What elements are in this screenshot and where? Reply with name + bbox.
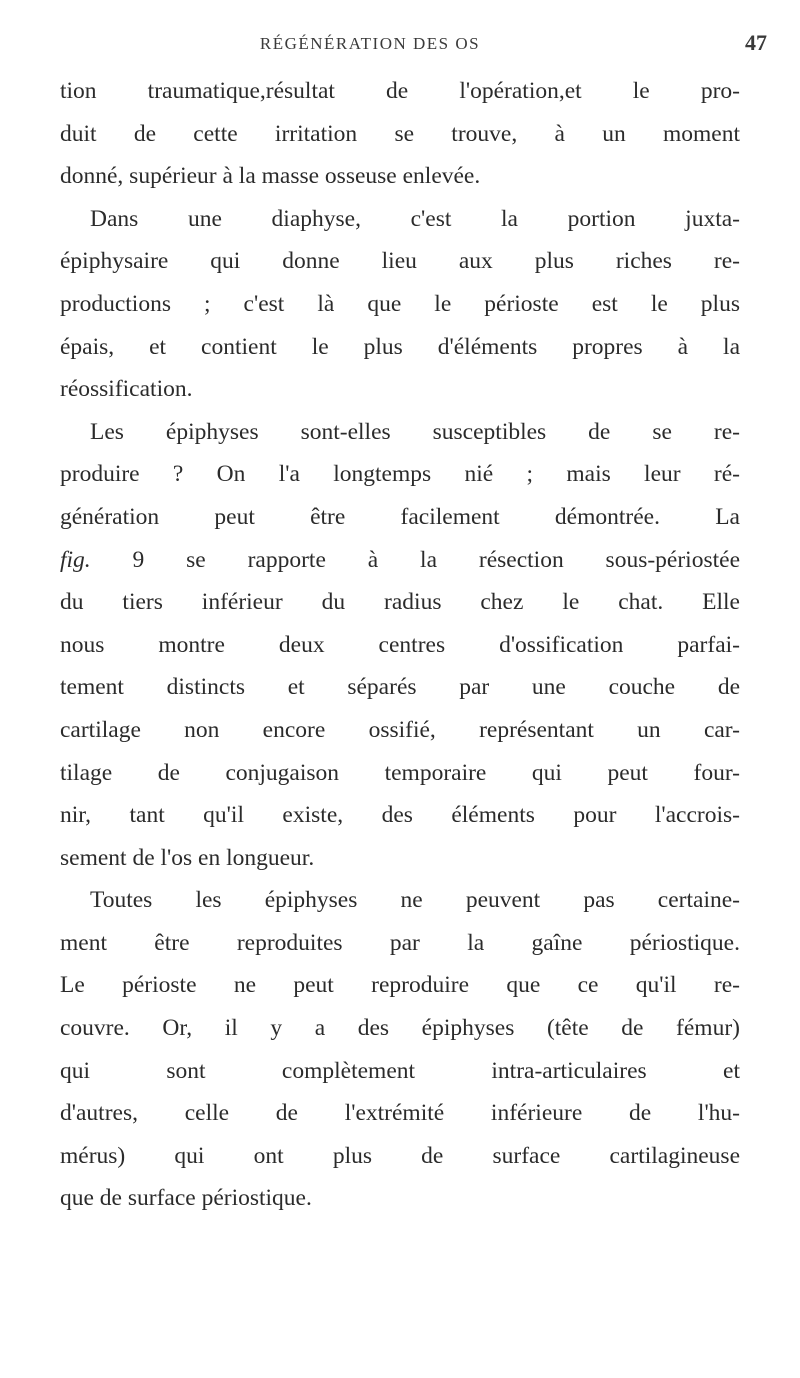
text-line: du tiers inférieur du radius chez le chat. Elle — [60, 589, 740, 616]
page-number: 47 — [745, 30, 767, 55]
text-line: sement de l'os en longueur. — [60, 844, 315, 871]
text-line: que de surface périostique. — [60, 1185, 312, 1212]
text-line: productions ; c'est là que le périoste est le plus — [60, 290, 740, 317]
text-line: qui sont complètement intra-articulaires et — [60, 1057, 740, 1084]
text-line: tion traumatique,résultat de l'opération,et le pro- — [60, 78, 740, 104]
running-head: RÉGÉNÉRATION DES OS — [259, 34, 481, 53]
text-line: génération peut être facilement démontrée. La — [60, 503, 740, 530]
text-line: tement distincts et séparés par une couche de — [60, 674, 740, 701]
text-line: couvre. Or, il y a des épiphyses (tête de fémur) — [60, 1015, 740, 1042]
text-line: produire ? On l'a longtemps nié ; mais leur ré- — [60, 461, 740, 488]
text-line: ment être reproduites par la gaîne périostique. — [60, 929, 740, 956]
text-line: Le périoste ne peut reproduire que ce qu'il re- — [60, 972, 740, 999]
text-line: Toutes les épiphyses ne peuvent pas certaine- — [90, 887, 740, 914]
text-line: nous montre deux centres d'ossification parfai- — [60, 631, 740, 658]
text-line: tilage de conjugaison temporaire qui peut four- — [60, 759, 740, 786]
text-line: Les épiphyses sont-elles susceptibles de se re- — [90, 418, 740, 445]
text-line: épais, et contient le plus d'éléments propres à la — [60, 333, 740, 360]
text-line: nir, tant qu'il existe, des éléments pour l'accrois- — [60, 802, 740, 829]
text-line: mérus) qui ont plus de surface cartilagineuse — [60, 1142, 740, 1169]
figure-reference: fig. — [60, 546, 91, 573]
text-line: Dans une diaphyse, c'est la portion juxta- — [90, 205, 740, 232]
text-line: duit de cette irritation se trouve, à un moment — [60, 120, 740, 147]
text-line: cartilage non encore ossifié, représentant un car- — [60, 716, 740, 743]
text-line: fig. 9 se rapporte à la résection sous-périostée — [60, 546, 740, 573]
text-line: donné, supérieur à la masse osseuse enlevée. — [60, 163, 481, 190]
body-text — [60, 70, 740, 1220]
text-line: épiphysaire qui donne lieu aux plus riches re- — [60, 248, 740, 275]
text-line: d'autres, celle de l'extrémité inférieure de l'hu- — [60, 1100, 740, 1127]
text-line: réossification. — [60, 376, 193, 403]
